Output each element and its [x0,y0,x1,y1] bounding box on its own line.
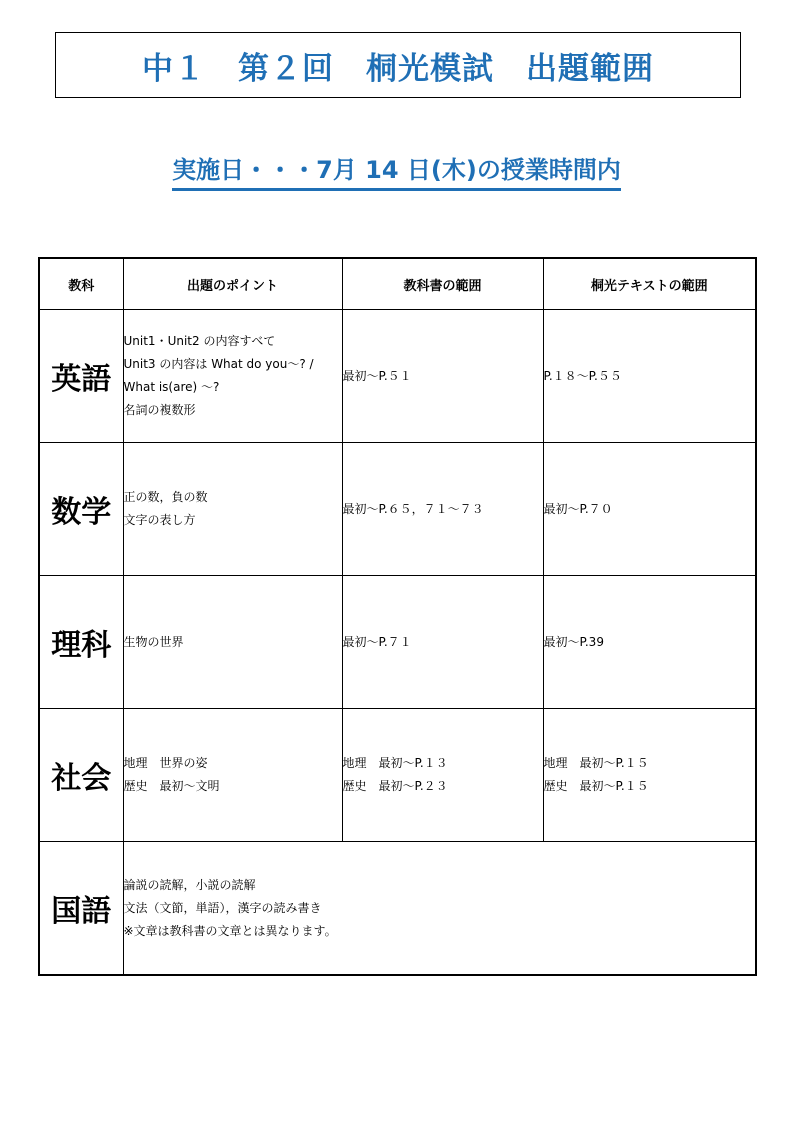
point-line: 地理 世界の姿 [123,756,208,770]
subject-cell: 英語 [39,310,123,443]
range-line: 歴史 最初～P.２３ [342,779,448,793]
range-line: 地理 最初～P.１５ [543,756,649,770]
subject-cell: 理科 [39,576,123,709]
range-line: 歴史 最初～P.１５ [543,779,649,793]
points-cell [123,709,342,842]
table-row [39,709,756,842]
header-points: 出題のポイント [123,258,342,310]
point-line: 歴史 最初～文明 [123,779,220,793]
point-line: 文法（文節，単語），漢字の読み書き [123,900,322,915]
table-row [39,443,756,576]
point-line: 文字の表し方 [123,513,196,527]
point-line: 論説の読解，小説の読解 [123,877,256,892]
title-box [55,32,741,98]
text-range-cell [543,709,756,842]
textbook-range-cell [342,310,543,443]
header-text: 桐光テキストの範囲 [543,258,756,310]
range-line: 最初～P.５１ [342,368,412,383]
page-title: 中１ 第２回 桐光模試 出題範囲 [142,50,654,87]
point-line: 正の数，負の数 [123,490,208,504]
point-line: Unit3 の内容は What do you～? / [123,357,314,371]
text-range-cell [543,576,756,709]
table-row [39,310,756,443]
range-line: 地理 最初～P.１３ [342,756,448,770]
exam-date: 実施日・・・7月 14 日(木)の授業時間内 [172,150,621,191]
range-line: P.１８～P.５５ [543,368,622,383]
points-cell [123,576,342,709]
point-line: 名詞の複数形 [123,403,196,417]
point-line: ※文章は教科書の文章とは異なります。 [123,923,337,938]
textbook-range-cell [342,576,543,709]
range-line: 最初～P.７０ [543,501,613,516]
subject-cell: 国語 [39,842,123,976]
range-line: 最初～P.39 [543,634,604,649]
header-textbook: 教科書の範囲 [342,258,543,310]
range-line: 最初～P.７１ [342,634,412,649]
subject-cell: 社会 [39,709,123,842]
text-range-cell [543,310,756,443]
point-line: 生物の世界 [123,634,184,649]
point-line: What is(are) ～? [123,380,220,394]
exam-range-table [38,257,757,976]
textbook-range-cell [342,443,543,576]
header-subject: 教科 [39,258,123,310]
points-cell-wide [123,842,756,976]
table-row [39,576,756,709]
text-range-cell [543,443,756,576]
point-line: Unit1・Unit2 の内容すべて [123,334,276,348]
table-row [39,842,756,976]
date-line [0,150,793,191]
points-cell [123,443,342,576]
subject-cell: 数学 [39,443,123,576]
textbook-range-cell [342,709,543,842]
range-line: 最初～P.６５，７１～７３ [342,501,484,516]
points-cell [123,310,342,443]
table-header-row [39,258,756,310]
